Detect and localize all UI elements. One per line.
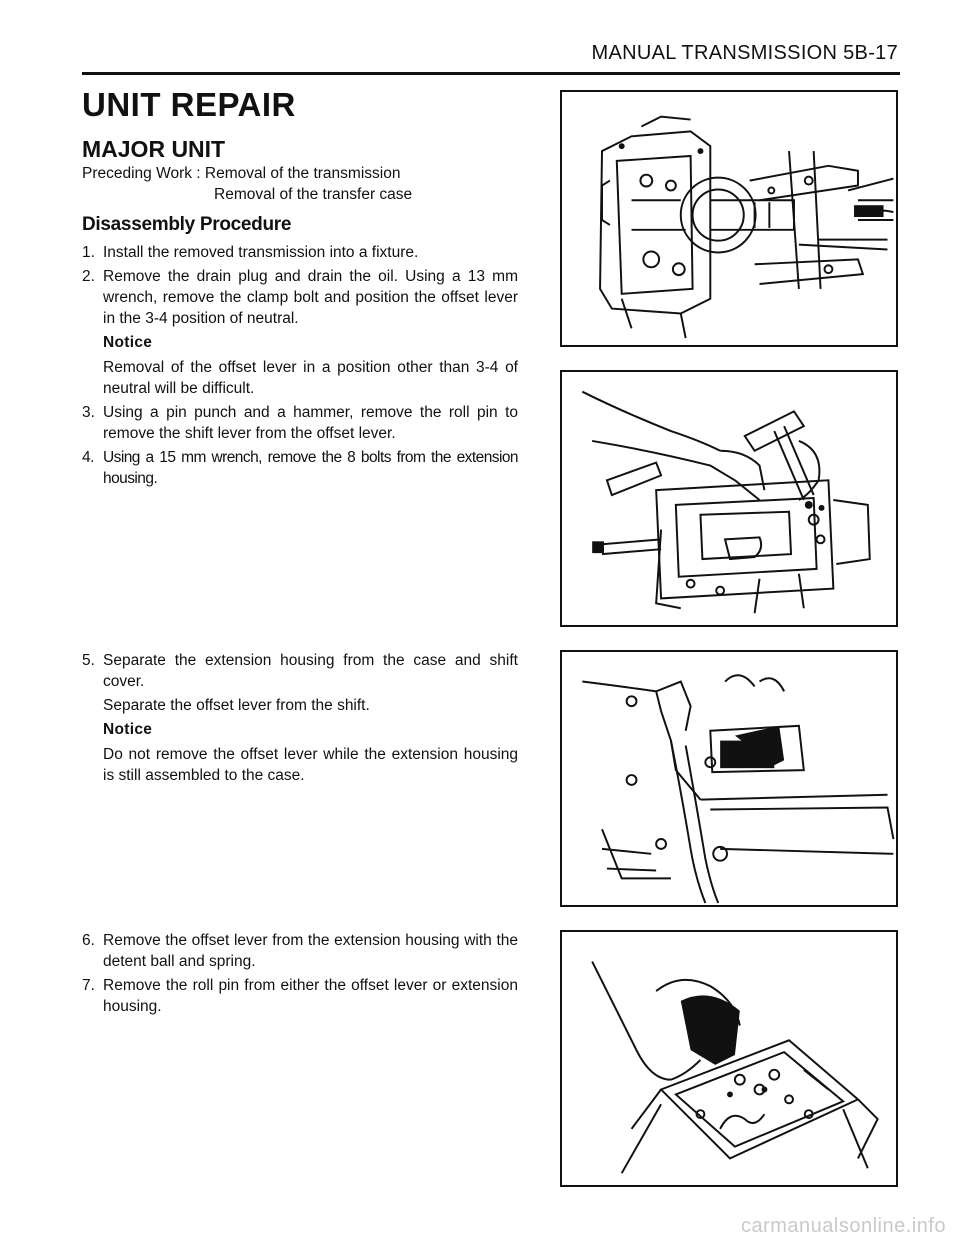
step-5-extra: Separate the offset lever from the shift. bbox=[103, 697, 370, 714]
steps-block-1 bbox=[82, 242, 518, 492]
step-text: Using a pin punch and a hammer, remove the roll pin to remove the shift lever from the offset lever. bbox=[103, 404, 518, 442]
step-2 bbox=[82, 266, 518, 329]
step-text: Remove the drain plug and drain the oil. Using a 13 mm wrench, remove the clamp bolt and position the offset lever in the 3-4 position of neutral. bbox=[103, 268, 518, 327]
offset-lever-illustration bbox=[562, 932, 896, 1185]
step-3 bbox=[82, 402, 518, 444]
pin-punch-illustration bbox=[562, 372, 896, 625]
notice-label: Notice bbox=[103, 334, 153, 351]
step-5 bbox=[82, 650, 518, 692]
step-text: Install the removed transmission into a fixture. bbox=[103, 244, 419, 261]
steps-block-3 bbox=[82, 930, 518, 1020]
step-number: 6. bbox=[82, 932, 95, 949]
unit-repair-heading: UNIT REPAIR bbox=[82, 86, 296, 123]
step-number: 2. bbox=[82, 268, 95, 285]
step-number: 4. bbox=[82, 449, 94, 466]
step-7 bbox=[82, 975, 518, 1017]
disassembly-heading: Disassembly Procedure bbox=[82, 214, 292, 235]
step-1 bbox=[82, 242, 518, 263]
preceding-line-1: Preceding Work : Removal of the transmission bbox=[82, 165, 401, 182]
notice-label: Notice bbox=[103, 721, 153, 738]
page-header-title: MANUAL TRANSMISSION 5B-17 bbox=[591, 42, 898, 64]
steps-block-2 bbox=[82, 650, 518, 789]
step-6 bbox=[82, 930, 518, 972]
figure-pin-punch-hammer bbox=[560, 370, 898, 627]
step-text: Separate the extension housing from the case and shift cover. bbox=[103, 652, 518, 690]
major-unit-heading: MAJOR UNIT bbox=[82, 136, 226, 162]
step-number: 5. bbox=[82, 652, 95, 669]
step-number: 7. bbox=[82, 977, 95, 994]
header-rule bbox=[82, 72, 900, 75]
preceding-line-2: Removal of the transfer case bbox=[214, 186, 413, 203]
preceding-work bbox=[82, 163, 412, 205]
step-text: Using a 15 mm wrench, remove the 8 bolts from the extension housing. bbox=[103, 449, 518, 487]
step-4 bbox=[82, 447, 518, 489]
step-number: 3. bbox=[82, 404, 95, 421]
footer-watermark-url: carmanualsonline.info bbox=[740, 1215, 946, 1237]
figure-extension-housing bbox=[560, 650, 898, 907]
notice-text: Do not remove the offset lever while the extension housing is still assembled to the case. bbox=[103, 746, 518, 784]
extension-housing-illustration bbox=[562, 652, 896, 905]
step-text: Remove the roll pin from either the offset lever or extension housing. bbox=[103, 977, 518, 1015]
figure-transmission-fixture bbox=[560, 90, 898, 347]
transmission-fixture-illustration bbox=[562, 92, 896, 345]
step-number: 1. bbox=[82, 244, 95, 261]
figure-offset-lever-removal bbox=[560, 930, 898, 1187]
step-text: Remove the offset lever from the extension housing with the detent ball and spring. bbox=[103, 932, 518, 970]
notice-text: Removal of the offset lever in a position other than 3-4 of neutral will be difficult. bbox=[103, 359, 518, 397]
